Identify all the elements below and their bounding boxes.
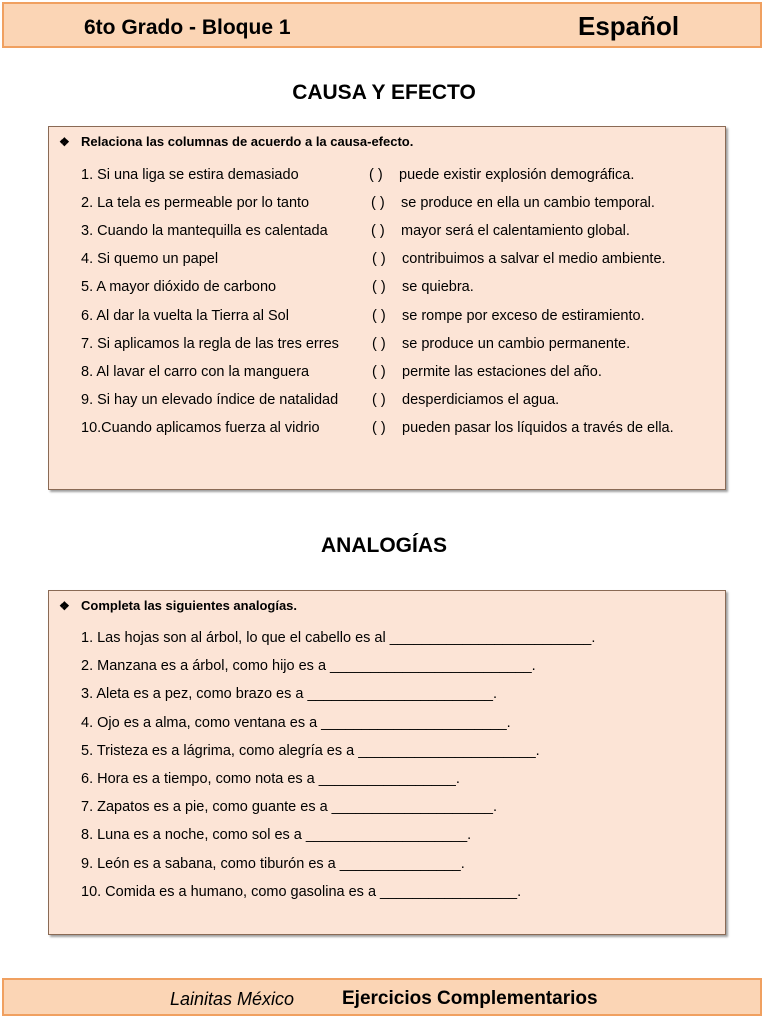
answer-blank[interactable]: ( ) bbox=[372, 363, 386, 380]
cause-text: 9. Si hay un elevado índice de natalidad bbox=[81, 391, 339, 408]
causa-efecto-row bbox=[81, 223, 721, 243]
causa-efecto-row bbox=[81, 167, 721, 187]
analogy-item[interactable]: 3. Aleta es a pez, como brazo es a _______________________. bbox=[81, 686, 497, 703]
analogias-box bbox=[48, 590, 726, 935]
effect-text: se quiebra. bbox=[402, 279, 474, 296]
section-title-causa-efecto: CAUSA Y EFECTO bbox=[292, 81, 476, 104]
diamond-bullet-icon: ❖ bbox=[59, 599, 70, 613]
cause-text: 10.Cuando aplicamos fuerza al vidrio bbox=[81, 419, 320, 436]
effect-text: permite las estaciones del año. bbox=[402, 363, 602, 380]
causa-efecto-box bbox=[48, 126, 726, 490]
causa-efecto-row bbox=[81, 364, 721, 384]
page-footer bbox=[2, 978, 762, 1016]
analogy-item[interactable]: 8. Luna es a noche, como sol es a ____________________. bbox=[81, 827, 472, 844]
cause-text: 7. Si aplicamos la regla de las tres erres bbox=[81, 335, 339, 352]
answer-blank[interactable]: ( ) bbox=[372, 307, 386, 324]
causa-efecto-row bbox=[81, 279, 721, 299]
analogy-item[interactable]: 7. Zapatos es a pie, como guante es a ____________________. bbox=[81, 799, 497, 816]
analogy-item[interactable]: 4. Ojo es a alma, como ventana es a _______________________. bbox=[81, 714, 511, 731]
effect-text: puede existir explosión demográfica. bbox=[399, 167, 635, 183]
answer-blank[interactable]: ( ) bbox=[371, 223, 385, 240]
analogy-item[interactable]: 9. León es a sabana, como tiburón es a _______________. bbox=[81, 855, 465, 872]
answer-blank[interactable]: ( ) bbox=[372, 279, 386, 296]
section-title-analogias: ANALOGÍAS bbox=[321, 534, 447, 557]
effect-text: desperdiciamos el agua. bbox=[402, 391, 560, 408]
effect-text: contribuimos a salvar el medio ambiente. bbox=[402, 251, 666, 268]
causa-efecto-row bbox=[81, 420, 721, 440]
answer-blank[interactable]: ( ) bbox=[372, 335, 386, 352]
causa-efecto-row bbox=[81, 195, 721, 215]
analogy-item[interactable]: 5. Tristeza es a lágrima, como alegría es a ______________________. bbox=[81, 742, 540, 759]
subject-label: Español bbox=[578, 11, 680, 41]
footer-label: Ejercicios Complementarios bbox=[342, 988, 598, 1009]
cause-text: 6. Al dar la vuelta la Tierra al Sol bbox=[81, 307, 289, 324]
answer-blank[interactable]: ( ) bbox=[372, 419, 386, 436]
cause-text: 8. Al lavar el carro con la manguera bbox=[81, 363, 310, 380]
diamond-bullet-icon: ❖ bbox=[59, 135, 70, 149]
effect-text: se produce un cambio permanente. bbox=[402, 335, 631, 352]
analogy-item[interactable]: 1. Las hojas son al árbol, lo que el cabello es al _________________________. bbox=[81, 630, 596, 646]
causa-efecto-instruction: ❖ Relaciona las columnas de acuerdo a la causa-efecto. bbox=[59, 134, 414, 149]
causa-efecto-row bbox=[81, 251, 721, 271]
page-header bbox=[2, 2, 762, 48]
answer-blank[interactable]: ( ) bbox=[372, 391, 386, 408]
answer-blank[interactable]: ( ) bbox=[371, 195, 385, 212]
answer-blank[interactable]: ( ) bbox=[372, 251, 386, 268]
effect-text: mayor será el calentamiento global. bbox=[401, 223, 630, 240]
cause-text: 2. La tela es permeable por lo tanto bbox=[81, 195, 310, 212]
causa-efecto-row bbox=[81, 336, 721, 356]
effect-text: se rompe por exceso de estiramiento. bbox=[402, 307, 645, 324]
cause-text: 4. Si quemo un papel bbox=[81, 251, 219, 268]
analogy-item[interactable]: 10. Comida es a humano, como gasolina es a _________________. bbox=[81, 883, 522, 900]
brand-label: Lainitas México bbox=[170, 989, 295, 1009]
causa-efecto-row bbox=[81, 308, 721, 328]
cause-text: 5. A mayor dióxido de carbono bbox=[81, 279, 277, 296]
cause-text: 1. Si una liga se estira demasiado bbox=[81, 167, 299, 183]
cause-text: 3. Cuando la mantequilla es calentada bbox=[81, 223, 328, 240]
effect-text: pueden pasar los líquidos a través de ella. bbox=[402, 419, 674, 436]
grade-label: 6to Grado - Bloque 1 bbox=[84, 16, 291, 39]
analogy-item[interactable]: 2. Manzana es a árbol, como hijo es a _________________________. bbox=[81, 658, 536, 675]
analogy-item[interactable]: 6. Hora es a tiempo, como nota es a _________________. bbox=[81, 771, 460, 787]
answer-blank[interactable]: ( ) bbox=[369, 167, 383, 183]
causa-efecto-row bbox=[81, 392, 721, 412]
effect-text: se produce en ella un cambio temporal. bbox=[401, 195, 655, 212]
analogias-instruction: ❖ Completa las siguientes analogías. bbox=[59, 598, 298, 613]
